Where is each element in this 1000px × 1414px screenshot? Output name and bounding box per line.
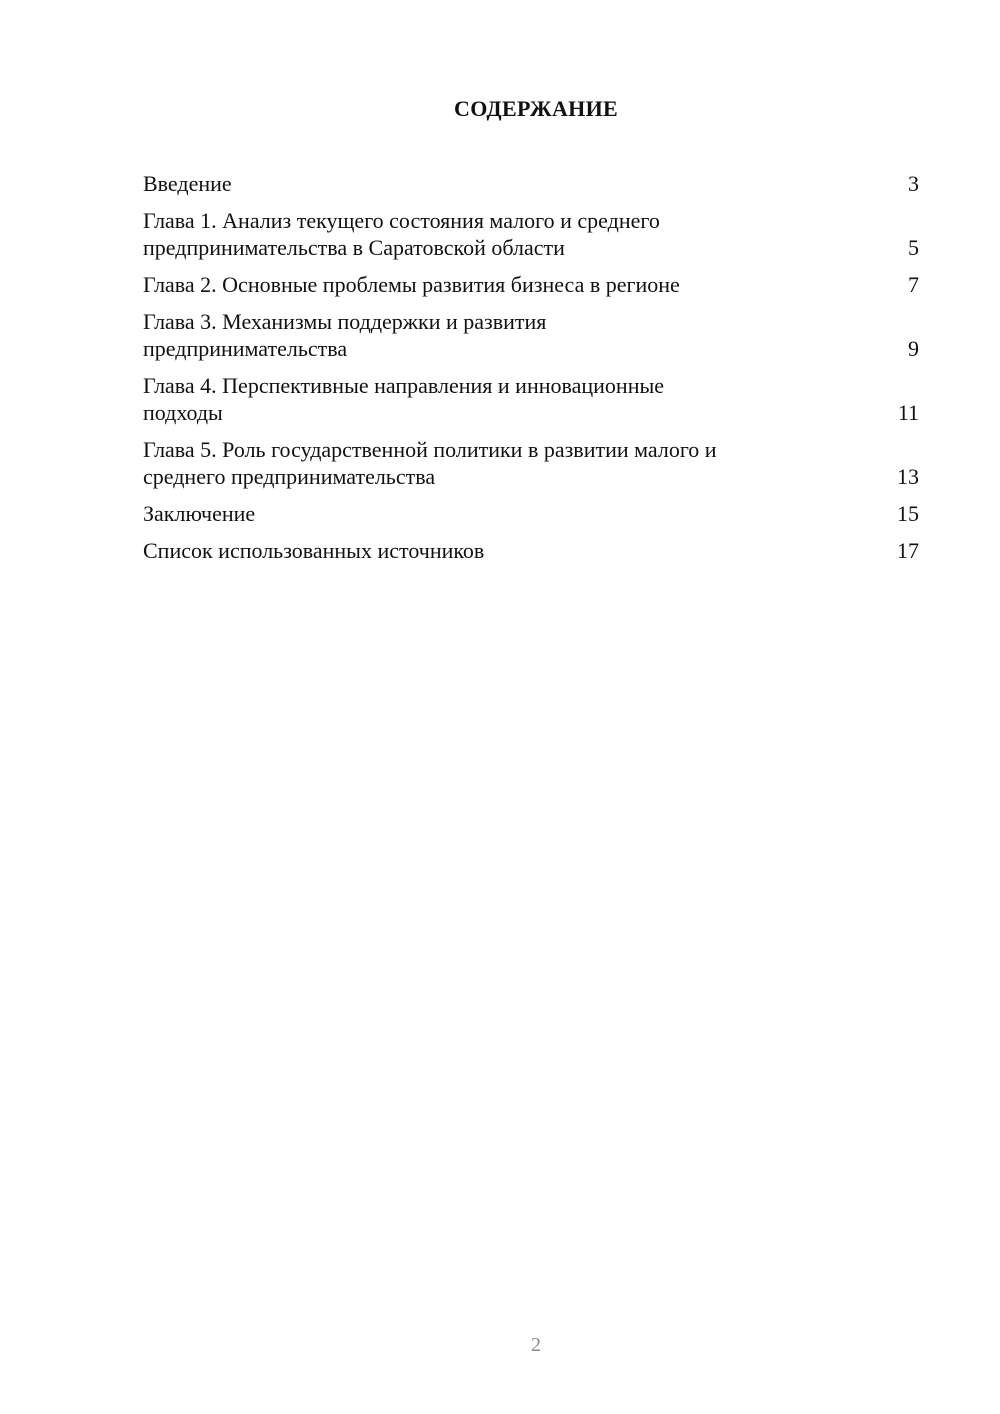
toc-entry-page: 15 — [897, 501, 919, 526]
toc-entry-label: Список использованных источников — [143, 538, 485, 563]
toc-entry-page: 5 — [908, 235, 919, 260]
toc-entry-page: 11 — [897, 400, 919, 425]
toc-entry-label: Глава 3. Механизмы поддержки и развития предпринимательства — [143, 309, 547, 361]
toc-entry-label: Глава 5. Роль государственной политики в развитии малого и среднего предпринимательства — [143, 437, 717, 489]
toc-entry-page: 17 — [897, 538, 919, 563]
toc-entry-label: Глава 4. Перспективные направления и инновационные подходы — [143, 373, 665, 425]
toc-entry-page: 3 — [908, 171, 919, 196]
page-title: СОДЕРЖАНИЕ — [454, 96, 618, 121]
toc-entry-chapter-1 — [143, 207, 919, 261]
toc-entry-references — [143, 537, 919, 564]
toc-entry-page: 9 — [908, 336, 919, 361]
toc-entry-chapter-4 — [143, 372, 919, 426]
toc-entry-page: 7 — [908, 272, 919, 297]
toc-entry-chapter-5 — [143, 436, 919, 490]
toc-entry-label: Глава 2. Основные проблемы развития бизнеса в регионе — [143, 272, 680, 297]
toc-entry-label: Введение — [143, 171, 232, 196]
toc-entry-chapter-3 — [143, 308, 919, 362]
toc-entry-introduction — [143, 170, 919, 197]
page-number: 2 — [531, 1334, 541, 1356]
toc-entry-chapter-2 — [143, 271, 919, 298]
toc-entry-conclusion — [143, 500, 919, 527]
toc-entry-label: Заключение — [143, 501, 256, 526]
toc-entry-page: 13 — [897, 464, 919, 489]
toc-entry-label: Глава 1. Анализ текущего состояния малого и среднего предпринимательства в Саратовской области — [143, 208, 660, 260]
table-of-contents — [143, 170, 919, 574]
